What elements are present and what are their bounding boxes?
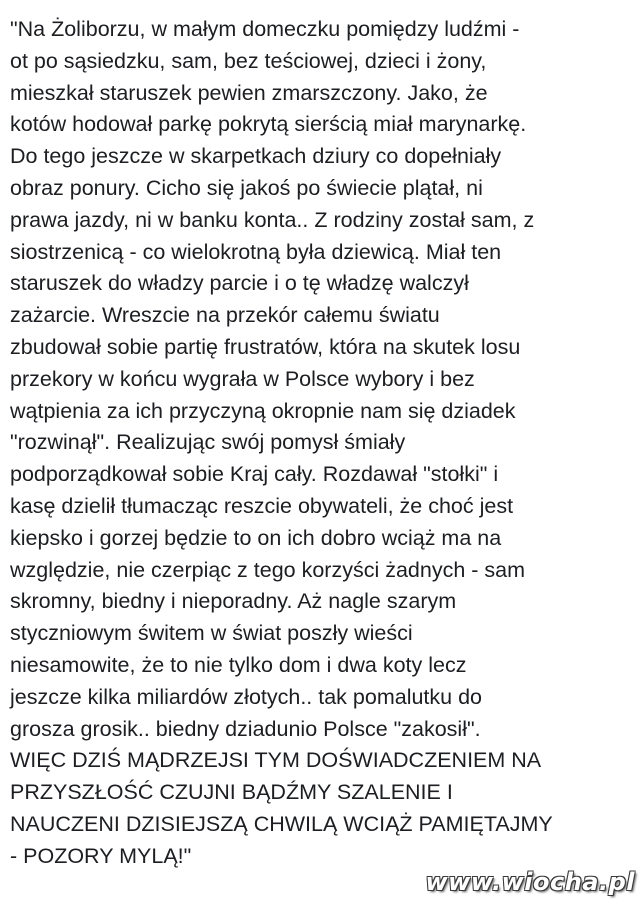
post-line: skromny, biedny i nieporadny. Aż nagle szarym <box>10 589 457 614</box>
post-line: PRZYSZŁOŚĆ CZUJNI BĄDŹMY SZALENIE I <box>10 780 453 805</box>
post-line: siostrzenicą - co wielokrotną była dziewicą. Miał ten <box>10 239 502 264</box>
site-watermark: www.wiocha.pl <box>425 868 635 896</box>
post-line: ot po sąsiedzku, sam, bez teściowej, dzieci i żony, <box>10 48 487 73</box>
post-line: podporządkował sobie Kraj cały. Rozdawał "stołki" i <box>10 462 499 487</box>
post-line: grosza grosik.. biedny dziadunio Polsce "zakosił". <box>10 716 481 741</box>
post-line: styczniowym świtem w świat poszły wieści <box>10 621 413 646</box>
post-line: prawa jazdy, ni w banku konta.. Z rodziny został sam, z <box>10 207 535 232</box>
post-line: NAUCZENI DZISIEJSZĄ CHWILĄ WCIĄŻ PAMIĘTAJMY <box>10 811 553 836</box>
post-line: przekory w końcu wygrała w Polsce wybory i bez <box>10 366 475 391</box>
post-line: kasę dzielił tłumacząc reszcie obywateli, że choć jest <box>10 493 514 518</box>
post-line: względzie, nie czerpiąc z tego korzyści żadnych - sam <box>10 557 526 582</box>
post-line: "rozwinął". Realizując swój pomysł śmiały <box>10 430 406 455</box>
post-line: kotów hodował parkę pokrytą sierścią miał marynarkę. <box>10 112 527 137</box>
post-line: "Na Żoliborzu, w małym domeczku pomiędzy ludźmi - <box>10 17 520 41</box>
post-line: zbudował sobie partię frustratów, która na skutek losu <box>10 334 521 359</box>
post-line: jeszcze kilka miliardów złotych.. tak pomalutku do <box>10 684 482 709</box>
post-line: mieszkał staruszek pewien zmarszczony. Jako, że <box>10 80 488 105</box>
post-line: zażarcie. Wreszcie na przekór całemu światu <box>10 303 440 328</box>
post-line: staruszek do władzy parcie i o tę władzę walczył <box>10 271 469 296</box>
post-line: obraz ponury. Cicho się jakoś po świecie plątał, ni <box>10 175 483 200</box>
post-line: Do tego jeszcze w skarpetkach dziury co dopełniały <box>10 144 502 169</box>
post-line: niesamowite, że to nie tylko dom i dwa koty lecz <box>10 652 467 677</box>
post-line: wątpienia za ich przyczyną okropnie nam się dziadek <box>10 398 516 423</box>
post-line: WIĘC DZIŚ MĄDRZEJSI TYM DOŚWIADCZENIEM NA <box>10 748 542 773</box>
post-line: - POZORY MYLĄ!" <box>10 843 192 868</box>
post-text <box>10 14 638 873</box>
post-line: kiepsko i gorzej będzie to on ich dobro wciąż ma na <box>10 525 502 550</box>
